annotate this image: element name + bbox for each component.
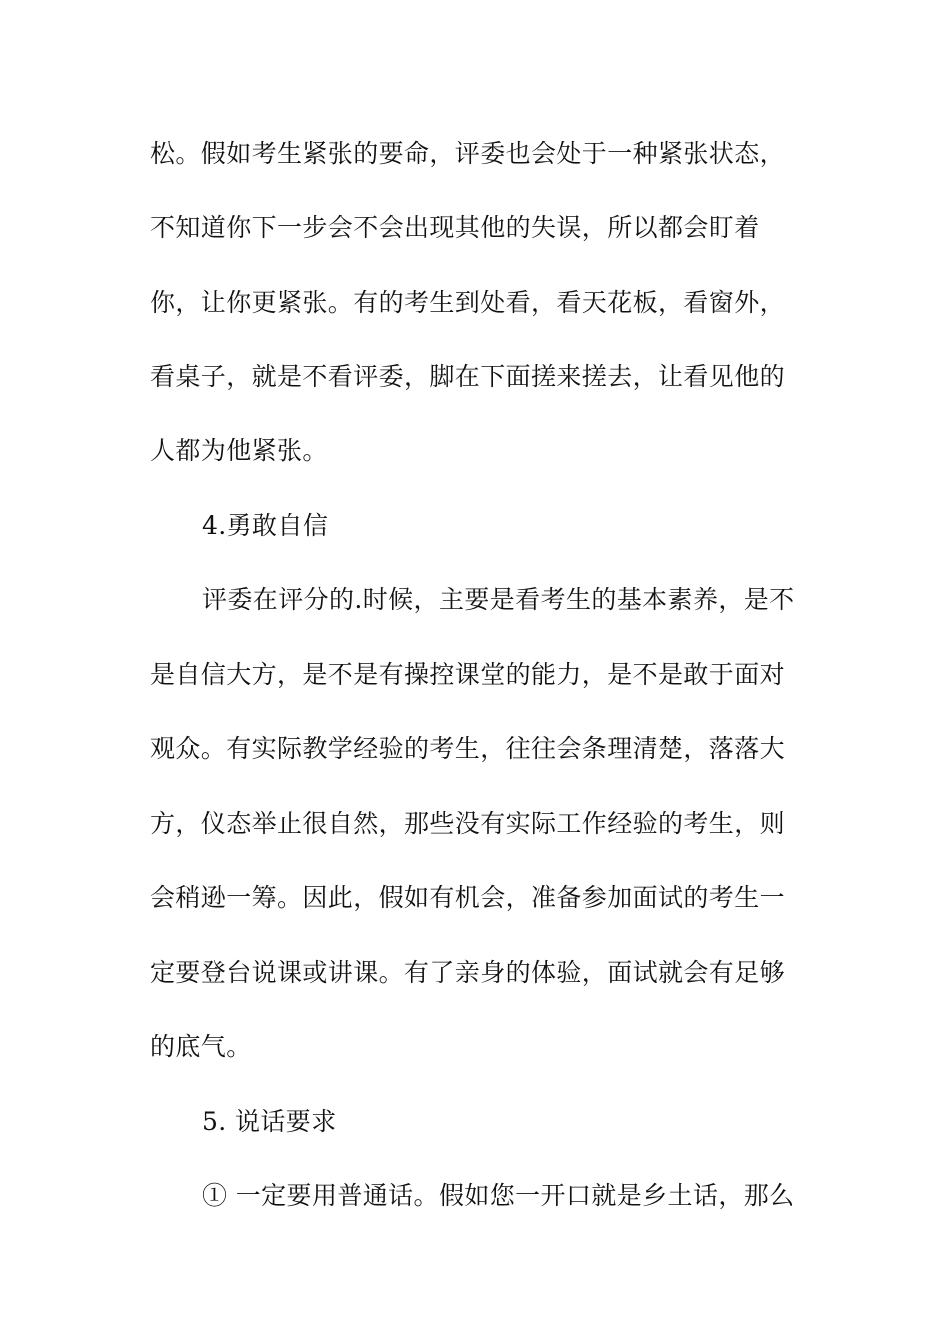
text-line: 你，让你更紧张。有的考生到处看，看天花板，看窗外， (150, 288, 786, 317)
text-line: 观众。有实际教学经验的考生，往往会条理清楚，落落大 (150, 734, 786, 763)
text-line: 松。假如考生紧张的要命，评委也会处于一种紧张状态， (150, 139, 786, 168)
text-line: 看桌子，就是不看评委，脚在下面搓来搓去，让看见他的 (150, 362, 786, 391)
text-line: 方，仪态举止很自然，那些没有实际工作经验的考生，则 (150, 809, 786, 838)
section-heading: 5. 说话要求 (202, 1107, 337, 1136)
list-item-line: ① 一定要用普通话。假如您一开口就是乡土话，那么 (202, 1181, 795, 1210)
text-line: 是自信大方，是不是有操控课堂的能力，是不是敢于面对 (150, 660, 786, 689)
text-line: 不知道你下一步会不会出现其他的失误，所以都会盯着 (150, 213, 760, 242)
section-heading: 4.勇敢自信 (202, 511, 329, 540)
text-line: 定要登台说课或讲课。有了亲身的体验，面试就会有足够 (150, 958, 786, 987)
paragraph-start-line: 评委在评分的.时候，主要是看考生的基本素养，是不 (202, 585, 795, 614)
text-line: 人都为他紧张。 (150, 436, 328, 465)
text-line: 的底气。 (150, 1032, 252, 1061)
text-line: 会稍逊一筹。因此，假如有机会，准备参加面试的考生一 (150, 883, 786, 912)
